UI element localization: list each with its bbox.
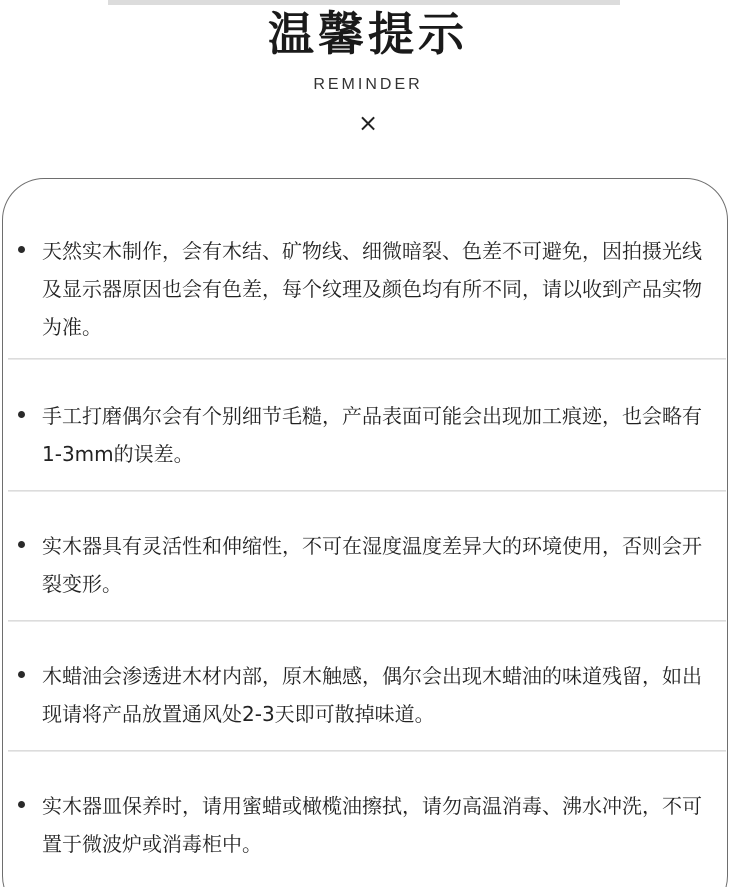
bullet-dot-icon [18,246,25,253]
bullet-dot-icon [18,411,25,418]
reminder-text: 天然实木制作，会有木结、矿物线、细微暗裂、色差不可避免，因拍摄光线及显示器原因也会有色差，每个纹理及颜色均有所不同，请以收到产品实物为准。 [42,239,702,339]
bullet-dot-icon [18,671,25,678]
bullet-dot-icon [18,801,25,808]
page-subtitle: REMINDER [313,76,423,93]
page-title: 温馨提示 [268,7,468,61]
reminder-item [18,657,708,733]
cross-icon: × [357,109,379,137]
reminder-item [18,787,708,863]
bullet-dot-icon [18,541,25,548]
reminder-text: 手工打磨偶尔会有个别细节毛糙，产品表面可能会出现加工痕迹，也会略有1-3mm的误差。 [42,404,702,466]
divider [8,490,726,492]
reminder-text: 实木器皿保养时，请用蜜蜡或橄榄油擦拭，请勿高温消毒、沸水冲洗，不可置于微波炉或消毒柜中。 [42,794,702,856]
reminder-item [18,232,708,346]
reminder-text: 实木器具有灵活性和伸缩性，不可在湿度温度差异大的环境使用，否则会开裂变形。 [42,534,702,596]
divider [8,750,726,752]
reminder-item [18,397,708,473]
divider [8,620,726,622]
reminder-item [18,527,708,603]
divider [8,358,726,360]
reminder-text: 木蜡油会渗透进木材内部，原木触感，偶尔会出现木蜡油的味道残留，如出现请将产品放置通风处2-3天即可散掉味道。 [42,664,702,726]
